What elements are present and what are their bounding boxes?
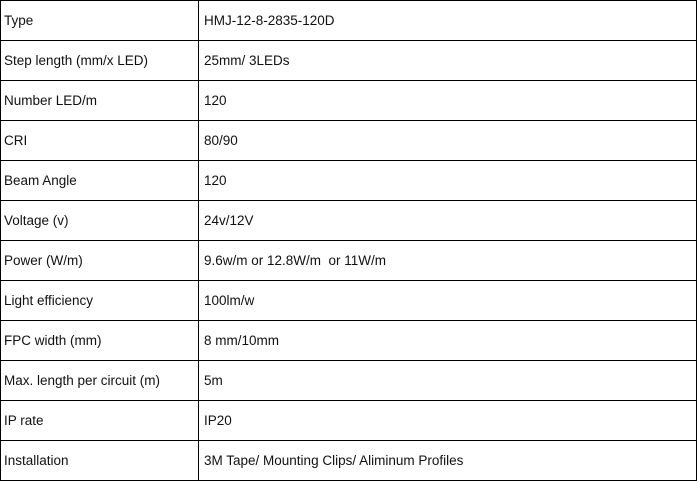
table-row <box>1 401 697 441</box>
row-value-voltage: 24v/12V <box>199 201 697 241</box>
row-label-fpc-width: FPC width (mm) <box>1 321 199 361</box>
table-row <box>1 241 697 281</box>
row-label-cri: CRI <box>1 121 199 161</box>
row-label-installation: Installation <box>1 441 199 481</box>
table-row <box>1 121 697 161</box>
row-value-fpc-width: 8 mm/10mm <box>199 321 697 361</box>
row-label-power: Power (W/m) <box>1 241 199 281</box>
table-row <box>1 81 697 121</box>
table-row <box>1 161 697 201</box>
row-value-installation: 3M Tape/ Mounting Clips/ Aliminum Profiles <box>199 441 697 481</box>
row-label-max-length: Max. length per circuit (m) <box>1 361 199 401</box>
row-value-max-length: 5m <box>199 361 697 401</box>
row-label-voltage: Voltage (v) <box>1 201 199 241</box>
table-row <box>1 41 697 81</box>
table-row <box>1 281 697 321</box>
row-value-cri: 80/90 <box>199 121 697 161</box>
spec-table-body <box>1 1 697 481</box>
row-value-light-efficiency: 100lm/w <box>199 281 697 321</box>
row-label-ip-rate: IP rate <box>1 401 199 441</box>
row-label-beam-angle: Beam Angle <box>1 161 199 201</box>
row-value-beam-angle: 120 <box>199 161 697 201</box>
row-value-step-length: 25mm/ 3LEDs <box>199 41 697 81</box>
row-value-type: HMJ-12-8-2835-120D <box>199 1 697 41</box>
row-label-light-efficiency: Light efficiency <box>1 281 199 321</box>
row-label-type: Type <box>1 1 199 41</box>
row-value-ip-rate: IP20 <box>199 401 697 441</box>
row-label-number-led: Number LED/m <box>1 81 199 121</box>
table-row <box>1 201 697 241</box>
row-label-step-length: Step length (mm/x LED) <box>1 41 199 81</box>
row-value-power: 9.6w/m or 12.8W/m or 11W/m <box>199 241 697 281</box>
row-value-number-led: 120 <box>199 81 697 121</box>
table-row <box>1 1 697 41</box>
table-row <box>1 321 697 361</box>
table-row <box>1 361 697 401</box>
table-row <box>1 441 697 481</box>
